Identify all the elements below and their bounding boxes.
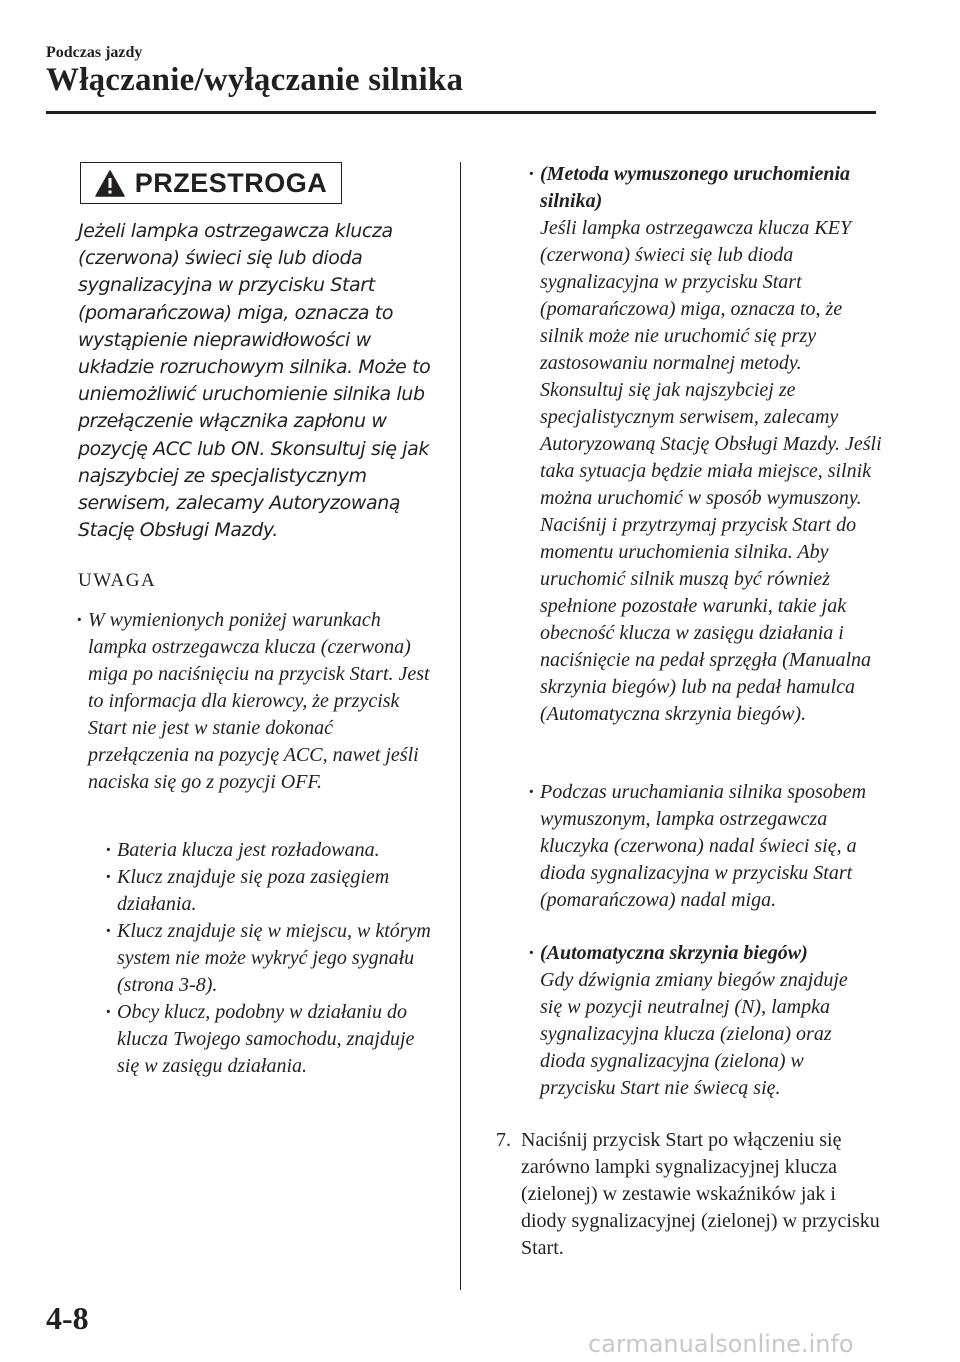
bullet-icon: · [528, 163, 535, 185]
caution-text: Jeżeli lampka ostrzegawcza klucza (czerwona) świeci się lub dioda sygnalizacyjna w przycisku Start (pomarańczowa) miga, oznacza to wystąpienie nieprawidłowości w układzie rozruchowym silnika. Może to uniemożliwić uruchomienie silnika lub przełączenie włącznika zapłonu w pozycję ACC lub ON. Skonsultuj się jak najszybciej ze specjalistycznym serwisem, zalecamy Autoryzowaną Stację Obsługi Mazdy. [78, 220, 431, 542]
condition-text: Klucz znajduje się w miejscu, w którym system nie może wykryć jego sygnału (strona 3-8). [117, 920, 431, 996]
caution-box [80, 162, 342, 204]
list-item [528, 779, 870, 914]
heading-rule [46, 111, 876, 114]
bullet-icon: · [528, 942, 535, 964]
page-title: Włączanie/wyłączanie silnika [46, 62, 464, 98]
list-item [105, 864, 437, 918]
list-item [105, 837, 437, 864]
section-label: Podczas jazdy [46, 44, 143, 61]
forced-start-heading: (Metoda wymuszonego uruchomienia silnika) [540, 163, 851, 212]
automatic-text: Gdy dźwignia zmiany biegów znajduje się w pozycji neutralnej (N), lampka sygnalizacyjna klucza (zielona) oraz dioda sygnalizacyjna (zielona) w przycisku Start nie świecą się. [540, 969, 848, 1099]
step-number: 7. [496, 1129, 511, 1151]
bullet-icon: · [76, 609, 83, 631]
bullet-icon: · [105, 866, 112, 888]
condition-text: Obcy klucz, podobny w działaniu do klucza Twojego samochodu, znajduje się w zasięgu działania. [117, 1001, 415, 1077]
caution-title: PRZESTROGA [134, 167, 328, 198]
warning-triangle-icon [95, 170, 125, 197]
bullet-icon: · [105, 839, 112, 861]
condition-text: Klucz znajduje się poza zasięgiem działania. [117, 866, 390, 915]
watermark: carmanualsonline.info [588, 1330, 854, 1358]
step-text: Naciśnij przycisk Start po włączeniu się zarówno lampki sygnalizacyjnej klucza (zielonej) w zestawie wskaźników jak i diody sygnalizacyjnej (zielonej) w przycisku Start. [521, 1129, 880, 1259]
list-item [76, 607, 438, 796]
list-item [528, 161, 885, 728]
note-intro: W wymienionych poniżej warunkach lampka ostrzegawcza klucza (czerwona) miga po naciśnięciu na przycisk Start. Jest to informacja dla kierowcy, że przycisk Start nie jest w stanie dokonać przełączenia na pozycję ACC, nawet jeśli naciska się go z pozycji OFF. [88, 609, 430, 793]
condition-text: Bateria klucza jest rozładowana. [117, 839, 380, 861]
page-number: 4-8 [46, 1300, 89, 1336]
column-divider [460, 162, 461, 1290]
bullet-icon: · [528, 781, 535, 803]
forced-start-note: Podczas uruchamiania silnika sposobem wymuszonym, lampka ostrzegawcza kluczyka (czerwona) nadal świeci się, a dioda sygnalizacyjna w przycisku Start (pomarańczowa) nadal miga. [540, 781, 867, 911]
bullet-icon: · [105, 1001, 112, 1023]
list-item [105, 999, 437, 1080]
automatic-heading: (Automatyczna skrzynia biegów) [540, 942, 808, 964]
forced-start-text: Jeśli lampka ostrzegawcza klucza KEY (czerwona) świeci się lub dioda sygnalizacyjna w przycisku Start (pomarańczowa) miga, oznacza to, że silnik może nie uruchomić się przy zastosowaniu normalnej metody. Skonsultuj się jak najszybciej ze specjalistycznym serwisem, zalecamy Autoryzowaną Stację Obsługi Mazdy. Jeśli taka sytuacja będzie miała miejsce, silnik można uruchomić w sposób wymuszony. Naciśnij i przytrzymaj przycisk Start do momentu uruchomienia silnika. Aby uruchomić silnik muszą być również spełnione pozostałe warunki, takie jak obecność klucza w zasięgu działania i naciśnięcie na pedał sprzęgła (Manualna skrzynia biegów) lub na pedał hamulca (Automatyczna skrzynia biegów). [540, 217, 882, 725]
note-heading: UWAGA [78, 570, 157, 591]
list-item [105, 918, 437, 999]
list-item [528, 940, 870, 1102]
bullet-icon: · [105, 920, 112, 942]
